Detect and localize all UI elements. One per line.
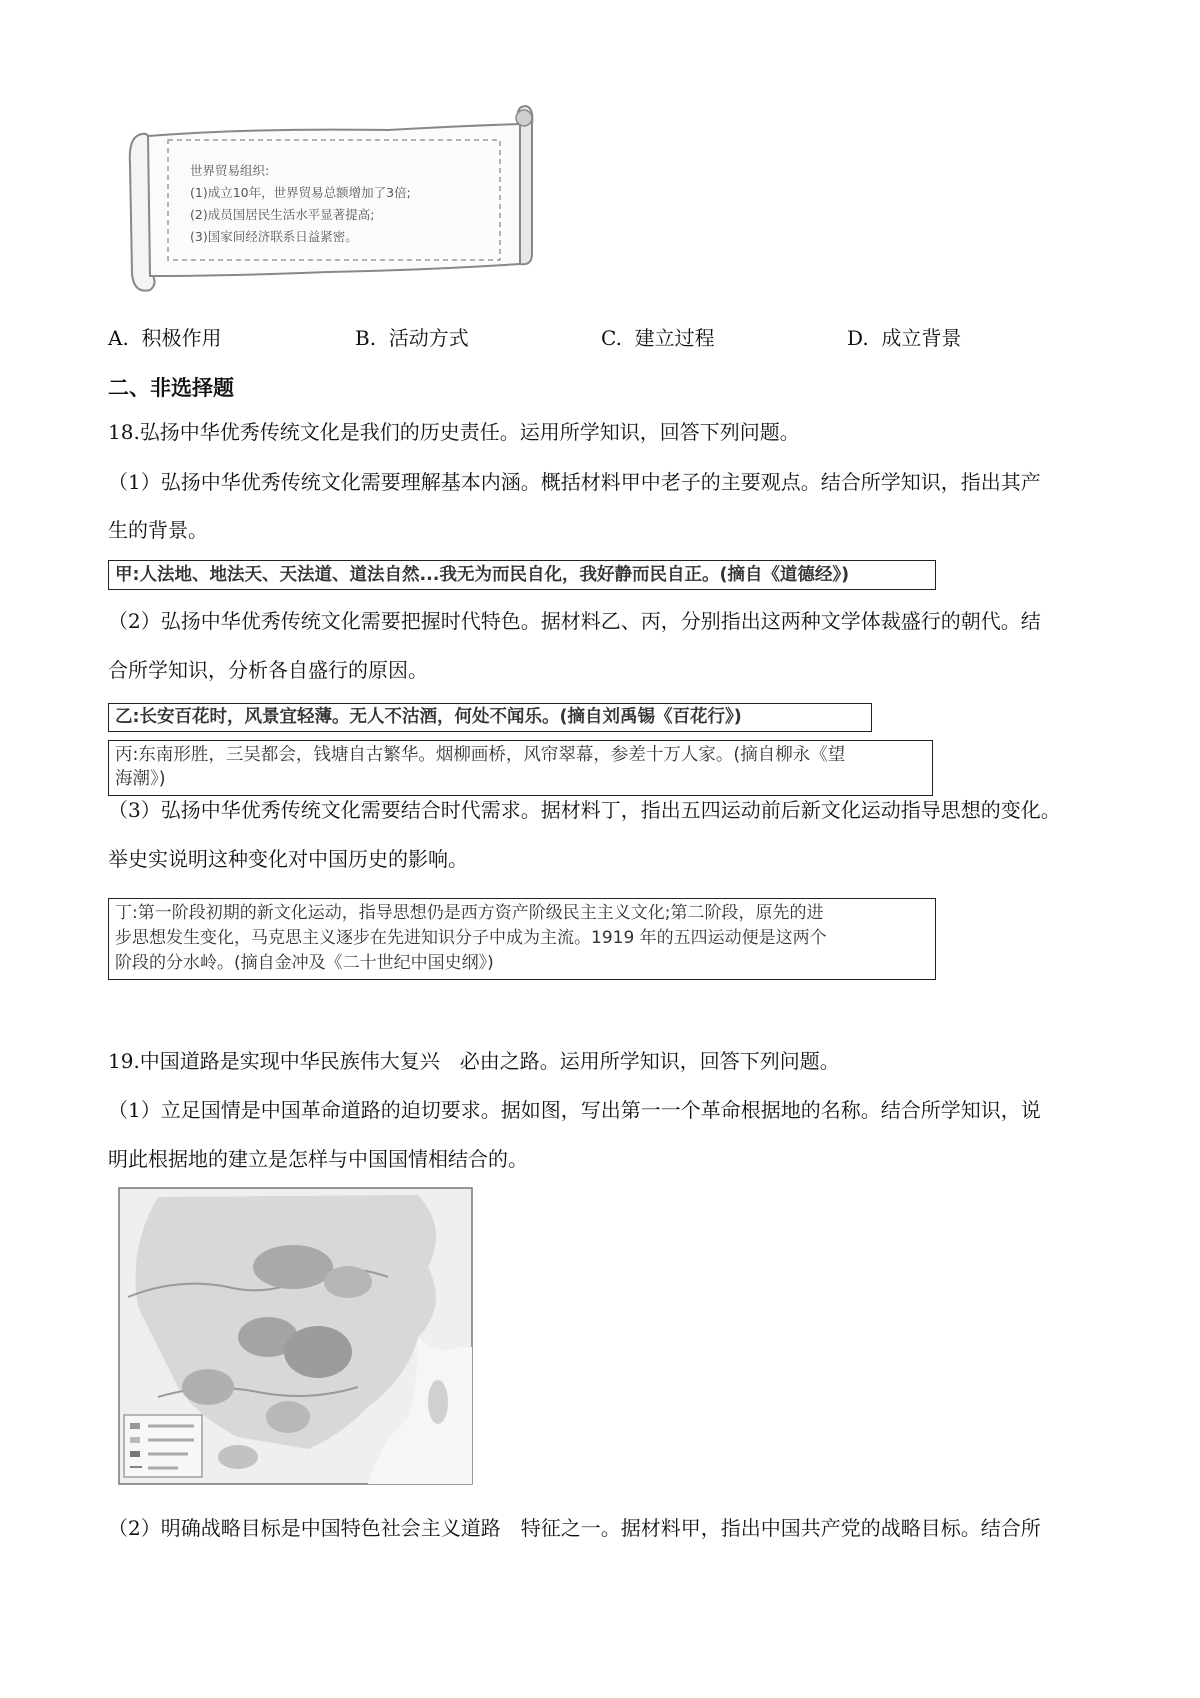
section-title: 二、非选择题 [108,376,234,400]
material-bing-line2: 海潮》) [115,769,166,789]
q19-part2-line1: （2）明确战略目标是中国特色社会主义道路 特征之一。据材料甲，指出中国共产党的战略目标。结合所 [108,1516,1041,1540]
material-ding-line2: 步思想发生变化，马克思主义逐步在先进知识分子中成为主流。1919 年的五四运动便是这两个 [115,928,827,948]
q18-part1-line2: 生的背景。 [108,518,208,542]
option-letter: B. [355,326,377,350]
option-d[interactable] [847,322,961,351]
q18-part3-line2: 举史实说明这种变化对中国历史的影响。 [108,847,468,871]
scroll-title: 世界贸易组织: [190,163,270,178]
q18-part2-line2: 合所学知识，分析各自盛行的原因。 [108,658,428,682]
material-ding-line3: 阶段的分水岭。(摘自金冲及《二十世纪中国史纲》) [115,953,494,973]
option-text: 活动方式 [388,326,469,350]
scroll-item-3: (3)国家间经济联系日益紧密。 [190,229,358,244]
q19-stem: 19.中国道路是实现中华民族伟大复兴 必由之路。运用所学知识，回答下列问题。 [108,1049,840,1073]
scroll-item-1: (1)成立10年，世界贸易总额增加了3倍; [190,185,411,200]
wto-scroll-illustration [128,104,534,294]
map-icon [118,1187,473,1485]
option-text: 成立背景 [881,326,962,350]
option-text: 建立过程 [634,326,715,350]
material-yi-text: 乙:长安百花时，风景宜轻薄。无人不沽酒，何处不闻乐。(摘自刘禹锡《百花行》) [115,707,742,727]
material-jia-box [108,560,936,590]
material-bing-line1: 丙:东南形胜，三吴都会，钱塘自古繁华。烟柳画桥，风帘翠幕，参差十万人家。(摘自柳永《望 [115,745,846,765]
q18-part1-line1: （1）弘扬中华优秀传统文化需要理解基本内涵。概括材料甲中老子的主要观点。结合所学知识，指出其产 [108,470,1041,494]
material-jia-text: 甲:人法地、地法天、天法道、道法自然...我无为而民自化，我好静而民自正。(摘自《道德经》) [115,565,850,585]
q18-part2-line1: （2）弘扬中华优秀传统文化需要把握时代特色。据材料乙、丙，分别指出这两种文学体裁盛行的朝代。结 [108,609,1041,633]
option-a[interactable] [108,322,222,351]
q19-part1-line2: 明此根据地的建立是怎样与中国国情相结合的。 [108,1147,528,1171]
option-letter: A. [108,326,129,350]
material-bing-box [108,740,933,796]
q19-part1-line1: （1）立足国情是中国革命道路的迫切要求。据如图，写出第一一个革命根据地的名称。结合所学知识，说 [108,1098,1041,1122]
q18-stem: 18.弘扬中华优秀传统文化是我们的历史责任。运用所学知识，回答下列问题。 [108,420,800,444]
option-letter: D. [847,326,869,350]
material-ding-box [108,898,936,980]
option-text: 积极作用 [141,326,222,350]
option-b[interactable] [355,322,469,351]
material-ding-line1: 丁:第一阶段初期的新文化运动，指导思想仍是西方资产阶级民主主义文化;第二阶段，原先的进 [115,903,824,923]
revolutionary-base-map [118,1187,473,1485]
material-yi-box [108,703,872,732]
option-letter: C. [601,326,622,350]
option-c[interactable] [601,322,715,351]
q18-part3-line1: （3）弘扬中华优秀传统文化需要结合时代需求。据材料丁，指出五四运动前后新文化运动指导思想的变化。 [108,798,1061,822]
scroll-item-2: (2)成员国居民生活水平显著提高; [190,207,375,222]
